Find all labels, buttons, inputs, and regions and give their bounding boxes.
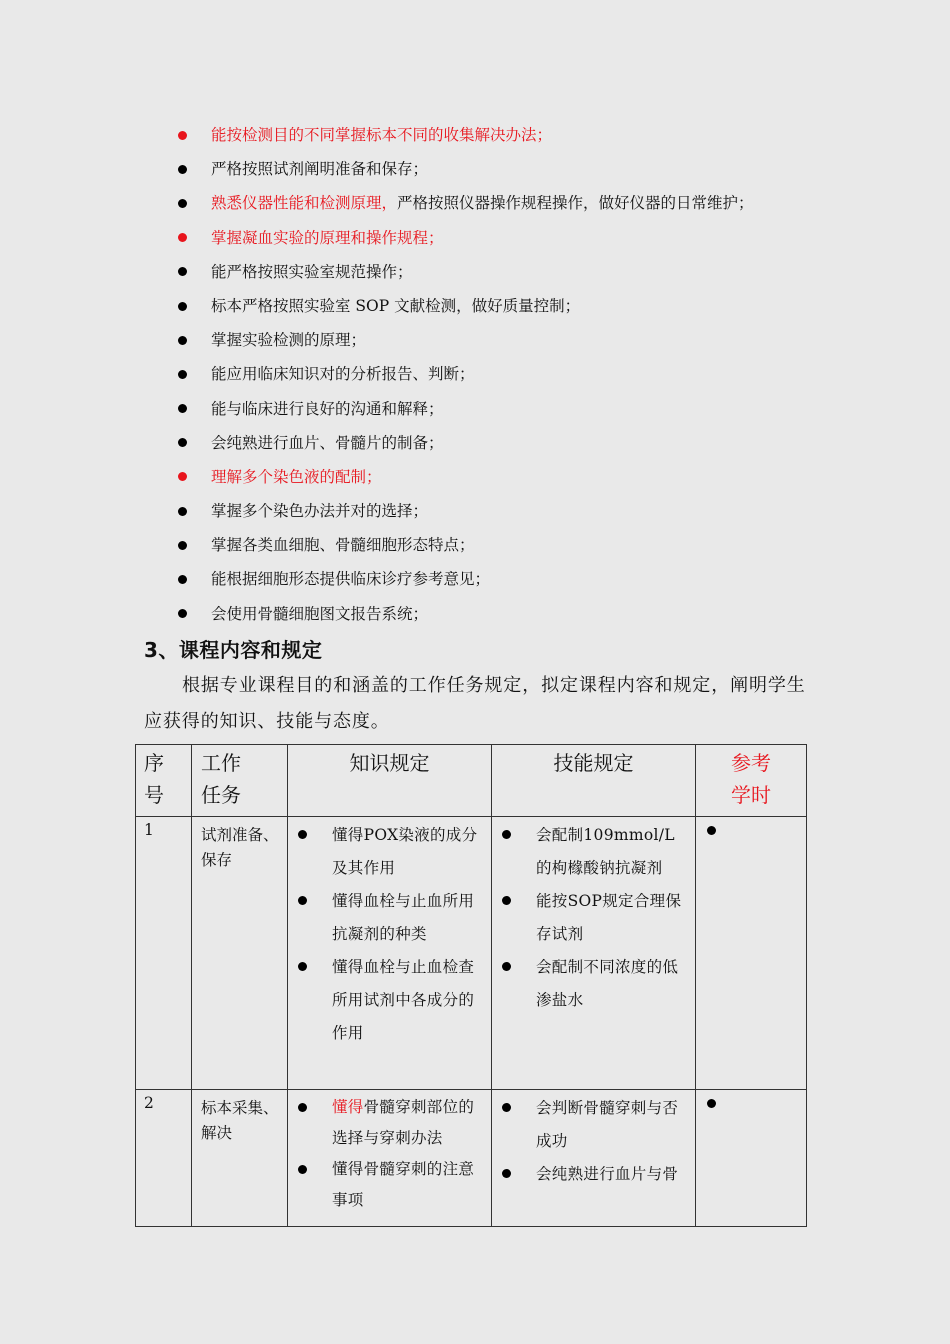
bullet-icon xyxy=(178,131,187,140)
bullet-icon xyxy=(178,165,187,174)
list-item-text: 会配制不同浓度的低渗盐水 xyxy=(536,958,679,1009)
list-item xyxy=(178,562,754,596)
row-skill xyxy=(492,1090,696,1227)
list-item-text: 会纯熟进行血片与骨 xyxy=(536,1165,679,1183)
list-item-text: 掌握实验检测的原理； xyxy=(211,331,367,350)
row-task: 试剂准备、保存 xyxy=(192,817,288,1090)
bullet-icon xyxy=(298,896,307,905)
bullet-icon xyxy=(178,267,187,276)
bullet-icon xyxy=(298,962,307,971)
hours-bullet xyxy=(707,826,716,835)
bullet-icon xyxy=(178,438,187,447)
list-item xyxy=(178,255,754,289)
row-hours xyxy=(696,817,807,1090)
list-item-text: 能严格按照实验室规范操作； xyxy=(211,262,413,281)
table-header-row xyxy=(136,745,807,817)
list-item xyxy=(178,597,754,631)
bullet-icon xyxy=(178,233,187,242)
list-item xyxy=(178,221,754,255)
list-item-text: 懂得骨髓穿刺部位的选择与穿刺办法 xyxy=(332,1098,475,1147)
list-item-text: 懂得血栓与止血所用抗凝剂的种类 xyxy=(332,892,475,943)
list-item xyxy=(288,1092,491,1154)
header-task: 工作任务 xyxy=(192,745,288,817)
list-item-text: 标本严格按照实验室 SOP 文献检测，做好质量控制； xyxy=(211,296,581,315)
bullet-icon xyxy=(298,830,307,839)
list-item-text: 熟悉仪器性能和检测原理，严格按照仪器操作规程操作，做好仪器的日常维护； xyxy=(211,194,754,213)
bullet-icon xyxy=(178,336,187,345)
list-item-text: 能与临床进行良好的沟通和解释； xyxy=(211,399,444,418)
requirements-list xyxy=(178,118,754,631)
list-item xyxy=(178,392,754,426)
bullet-icon xyxy=(502,962,511,971)
list-item-text: 懂得骨髓穿刺的注意事项 xyxy=(332,1160,475,1209)
list-item xyxy=(178,494,754,528)
list-item-text: 懂得POX染液的成分及其作用 xyxy=(332,826,478,877)
bullet-icon xyxy=(502,896,511,905)
header-knowledge: 知识规定 xyxy=(288,745,492,817)
list-item-text: 能根据细胞形态提供临床诊疗参考意见； xyxy=(211,570,491,589)
bullet-icon xyxy=(298,1103,307,1112)
bullet-icon xyxy=(502,830,511,839)
section-heading: 3、课程内容和规定 xyxy=(144,638,323,662)
bullet-icon xyxy=(502,1169,511,1178)
list-item xyxy=(178,460,754,494)
list-item xyxy=(288,1154,491,1216)
bullet-icon xyxy=(178,472,187,481)
list-item xyxy=(178,357,754,391)
list-item-text: 会使用骨髓细胞图文报告系统； xyxy=(211,604,429,623)
list-item-text: 掌握各类血细胞、骨髓细胞形态特点； xyxy=(211,536,475,555)
list-item xyxy=(178,118,754,152)
row-knowledge xyxy=(288,817,492,1090)
list-item-text: 能按SOP规定合理保存试剂 xyxy=(536,892,682,943)
bullet-icon xyxy=(178,541,187,550)
list-item xyxy=(492,951,695,1017)
bullet-icon xyxy=(178,609,187,618)
list-item-text: 会配制109mmol/L的枸橼酸钠抗凝剂 xyxy=(536,826,675,877)
course-content-table xyxy=(135,744,807,1227)
list-item-text: 严格按照试剂阐明准备和保存； xyxy=(211,160,429,179)
table-row xyxy=(136,817,807,1090)
row-task: 标本采集、解决 xyxy=(192,1090,288,1227)
table-row xyxy=(136,1090,807,1227)
list-item xyxy=(492,819,695,885)
list-item-text: 掌握凝血实验的原理和操作规程； xyxy=(211,228,444,247)
header-hours: 参考学时 xyxy=(696,745,807,817)
list-item-text: 会纯熟进行血片、骨髓片的制备； xyxy=(211,433,444,452)
list-item-text: 能应用临床知识对的分析报告、判断； xyxy=(211,365,475,384)
list-item xyxy=(288,885,491,951)
row-knowledge xyxy=(288,1090,492,1227)
bullet-icon xyxy=(178,507,187,516)
section-paragraph: 根据专业课程目的和涵盖的工作任务规定，拟定课程内容和规定，阐明学生应获得的知识、技能与态度。 xyxy=(144,675,806,732)
list-item xyxy=(178,528,754,562)
list-item xyxy=(492,1158,695,1191)
bullet-icon xyxy=(178,199,187,208)
bullet-icon xyxy=(178,575,187,584)
row-hours xyxy=(696,1090,807,1227)
list-item xyxy=(492,885,695,951)
row-skill xyxy=(492,817,696,1090)
bullet-icon xyxy=(178,404,187,413)
hours-bullet xyxy=(707,1099,716,1108)
list-item-text: 理解多个染色液的配制； xyxy=(211,467,382,486)
row-number: 1 xyxy=(136,817,192,1090)
list-item xyxy=(288,951,491,1050)
bullet-icon xyxy=(178,370,187,379)
list-item xyxy=(492,1092,695,1158)
list-item-text: 懂得血栓与止血检查所用试剂中各成分的作用 xyxy=(332,958,475,1042)
bullet-icon xyxy=(298,1165,307,1174)
bullet-icon xyxy=(502,1103,511,1112)
list-item xyxy=(178,152,754,186)
list-item-text: 掌握多个染色办法并对的选择； xyxy=(211,502,429,521)
row-number: 2 xyxy=(136,1090,192,1227)
list-item xyxy=(178,426,754,460)
header-skill: 技能规定 xyxy=(492,745,696,817)
list-item xyxy=(178,323,754,357)
bullet-icon xyxy=(178,302,187,311)
list-item xyxy=(178,186,754,220)
list-item-text: 会判断骨髓穿刺与否成功 xyxy=(536,1099,679,1150)
header-seq: 序号 xyxy=(136,745,192,817)
list-item-text: 能按检测目的不同掌握标本不同的收集解决办法； xyxy=(211,126,553,144)
list-item xyxy=(288,819,491,885)
list-item xyxy=(178,289,754,323)
